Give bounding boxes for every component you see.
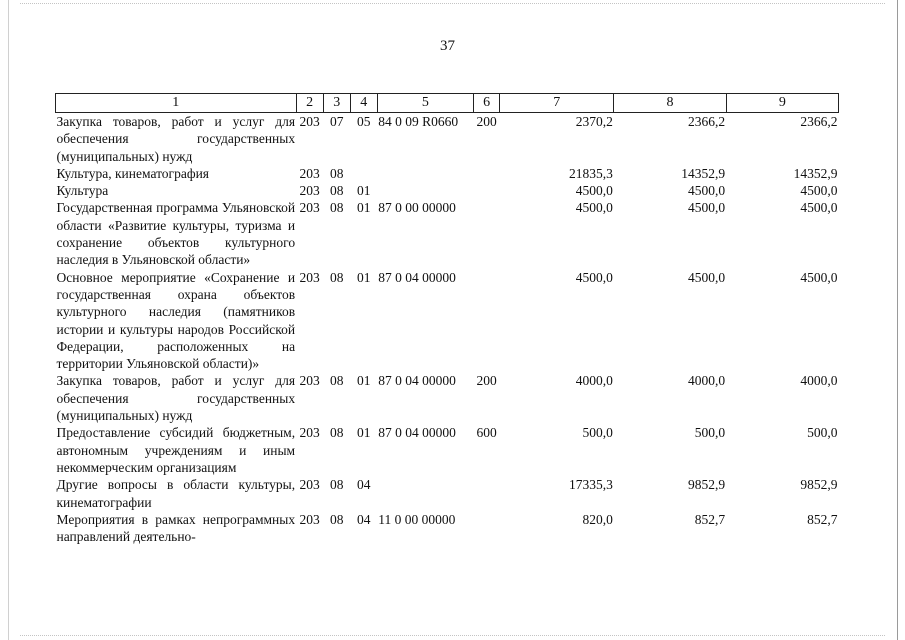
row-value-1: 17335,3 [569,477,613,493]
table-row [56,165,839,182]
table-row [56,424,839,476]
row-value-3: 500,0 [807,425,838,441]
row-value-3: 9852,9 [800,477,838,493]
row-csr [377,165,473,182]
row-value-2: 4000,0 [688,373,726,389]
row-rz: 08 [329,373,344,389]
row-value-3: 14352,9 [793,165,838,181]
table-row [56,269,839,373]
header-col-6: 6 [474,94,500,113]
row-csr: 84 0 09 R0660 [378,114,459,129]
row-value-3: 4500,0 [800,200,838,216]
row-csr [377,476,473,511]
row-vr [474,199,500,268]
scan-noise-top [20,3,885,4]
row-name: Закупка товаров, работ и услуг для обеспечения государственных (муниципальных) нужд [56,114,296,164]
header-col-1: 1 [56,94,297,113]
row-vr: 200 [476,114,497,129]
row-value-3: 4500,0 [800,183,838,199]
row-pr: 01 [357,269,371,285]
row-csr [377,182,473,199]
row-rz: 08 [329,477,344,493]
row-csr: 87 0 04 00000 [378,425,456,441]
header-col-4: 4 [350,94,377,113]
row-value-3: 4500,0 [800,269,838,285]
scan-noise-bottom [20,635,885,636]
header-col-8: 8 [614,94,726,113]
table-row [56,199,839,268]
scan-edge-left [8,0,9,640]
row-pr: 01 [357,373,371,389]
budget-table [55,93,839,545]
row-grbs: 203 [299,511,320,527]
table-row [56,372,839,424]
row-vr: 600 [476,425,497,441]
row-pr: 01 [357,425,371,441]
row-name: Культура, кинематография [56,165,210,181]
row-rz: 08 [329,165,344,181]
row-value-2: 4500,0 [688,200,726,216]
row-grbs: 203 [299,477,320,493]
row-value-3: 2366,2 [800,114,838,129]
row-vr [474,165,500,182]
row-value-1: 820,0 [582,511,613,527]
header-col-7: 7 [500,94,614,113]
row-grbs: 203 [299,200,320,216]
row-pr: 01 [357,200,371,216]
page-number: 37 [440,38,455,54]
row-value-2: 14352,9 [681,165,726,181]
row-pr: 04 [357,511,371,527]
row-name: Государственная программа Ульяновской области «Развитие культуры, туризма и сохранение объектов культурного наследия в Ульяновской области» [56,200,296,268]
row-pr: 04 [357,477,371,493]
row-value-3: 852,7 [807,511,838,527]
row-vr [474,476,500,511]
row-vr [474,182,500,199]
row-rz: 07 [329,114,344,129]
table-row [56,476,839,511]
row-value-1: 500,0 [582,425,613,441]
row-value-2: 2366,2 [688,114,726,129]
row-vr [474,269,500,373]
row-value-1: 21835,3 [569,165,613,181]
row-value-1: 4500,0 [575,269,613,285]
row-rz: 08 [329,183,344,199]
row-value-1: 4000,0 [575,373,613,389]
row-grbs: 203 [299,373,320,389]
row-value-1: 4500,0 [575,183,613,199]
row-grbs: 203 [299,269,320,285]
row-value-2: 9852,9 [688,477,726,493]
row-grbs: 203 [299,114,320,129]
row-pr: 05 [357,114,371,129]
row-value-2: 852,7 [694,511,726,527]
row-csr: 87 0 04 00000 [378,269,456,285]
row-grbs: 203 [299,165,320,181]
row-rz: 08 [329,269,344,285]
row-vr: 200 [476,373,497,389]
row-value-2: 4500,0 [688,183,726,199]
header-row [56,94,839,113]
header-col-9: 9 [726,94,838,113]
scan-edge-right [897,0,898,640]
row-grbs: 203 [299,425,320,441]
row-value-2: 500,0 [694,425,726,441]
row-name: Основное мероприятие «Сохранение и государственная охрана объектов культурного наследия (памятников истории и культуры народов Российской Федерации, расположенных на территории Ульяновской области)» [56,269,296,372]
table-row [56,182,839,199]
row-grbs: 203 [299,183,320,199]
row-name: Другие вопросы в области культуры, кинематографии [56,477,296,510]
row-csr: 11 0 00 00000 [378,511,456,527]
row-name: Закупка товаров, работ и услуг для обеспечения государственных (муниципальных) нужд [56,373,296,424]
row-csr: 87 0 00 00000 [378,200,456,216]
row-rz: 08 [329,511,344,527]
row-value-2: 4500,0 [688,269,726,285]
row-value-1: 2370,2 [575,114,613,129]
row-name: Мероприятия в рамках непрограммных направлений деятельно- [56,511,296,545]
header-col-5: 5 [377,94,473,113]
row-rz: 08 [329,425,344,441]
row-name: Культура [56,183,109,199]
row-pr [350,165,377,182]
table-row [56,113,839,165]
table-body [56,113,839,546]
row-name: Предоставление субсидий бюджетным, автономным учреждениям и иным некоммерческим организациям [56,425,296,475]
table-row [56,511,839,546]
row-vr [474,511,500,546]
header-col-3: 3 [323,94,350,113]
row-value-1: 4500,0 [575,200,613,216]
row-pr: 01 [357,183,371,199]
row-csr: 87 0 04 00000 [378,373,456,389]
row-rz: 08 [329,200,344,216]
row-value-3: 4000,0 [800,373,838,389]
table-header [56,94,839,113]
header-col-2: 2 [296,94,323,113]
